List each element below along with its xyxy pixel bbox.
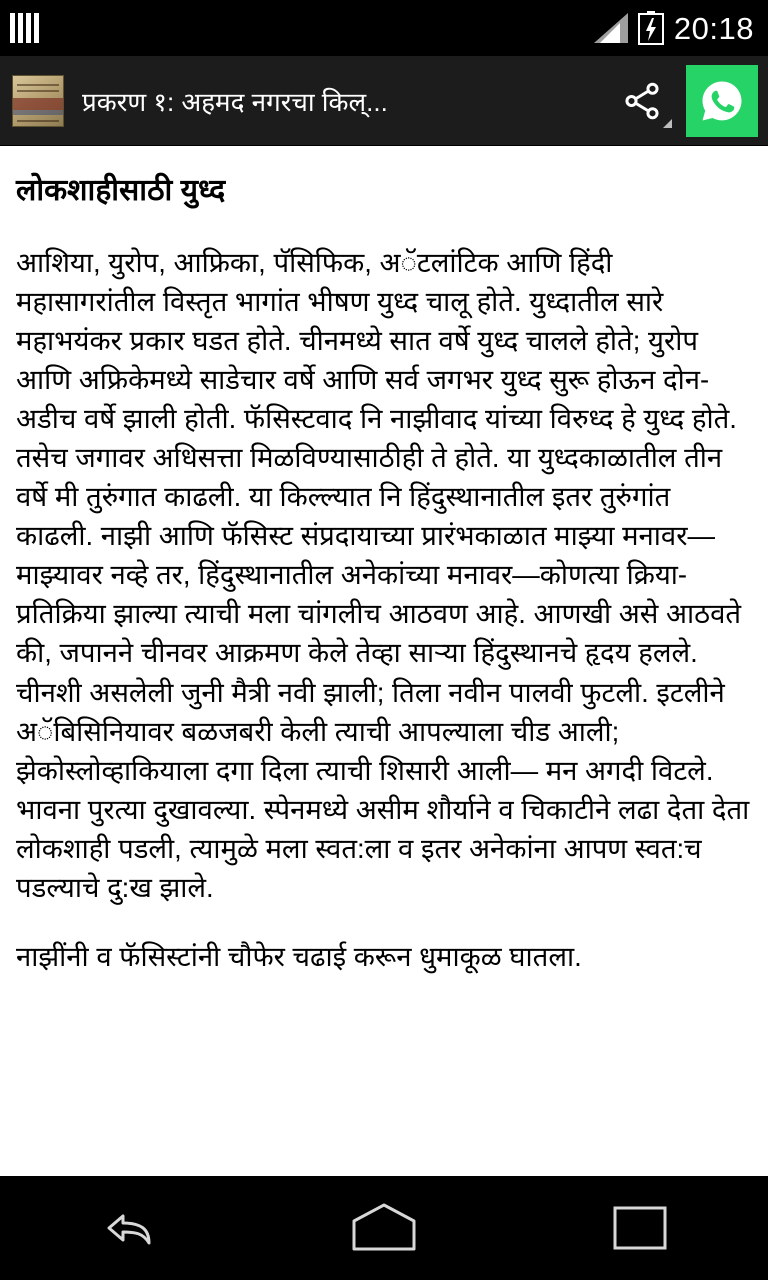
back-button[interactable] [53,1176,203,1280]
document-heading: लोकशाहीसाठी युध्द [16,174,226,207]
system-navigation-bar [0,1176,768,1280]
battery-charging-icon [638,11,664,45]
document-paragraph: नाझींनी व फॅसिस्टांनी चौफेर चढाई करून धुमाकूळ घातला. [16,940,582,972]
whatsapp-icon [698,77,746,125]
book-cover-thumbnail[interactable] [12,75,64,127]
home-button[interactable] [309,1176,459,1280]
whatsapp-button[interactable] [686,65,758,137]
app-bar [0,56,768,146]
share-button[interactable] [604,56,680,146]
page-title: प्रकरण १: अहमद नगरचा किल्... [82,86,388,117]
share-icon [621,80,663,122]
status-bar [0,0,768,56]
document-content[interactable] [0,146,768,1080]
signal-bars-icon [594,13,628,43]
document-paragraph: आशिया, युरोप, आफ्रिका, पॅसिफिक, अॅटलांटिक आणि हिंदी महासागरांतील विस्तृत भागांत भीषण युध्द चालू होते. युध्दातील सारे महाभयंकर प्रकार घडत होते. चीनमध्ये सात वर्षे युध्द चालले होते; युरोप आणि अफ्रिकेमध्ये साडेचार वर्षे आणि सर्व जगभर युध्द सुरू होऊन दोन-अडीच वर्षे झाली होती. फॅसिस्टवाद नि नाझीवाद यांच्या विरुध्द हे युध्द होते. तसेच जगावर अधिसत्ता मिळविण्यासाठीही ते होते. या युध्दकाळातील तीन वर्षे मी तुरुंगात काढली. या किल्ल्यात नि हिंदुस्थानातील इतर तुरुंगांत काढली. नाझी आणि फॅसिस्ट संप्रदायाच्या प्रारंभकाळात माझ्या मनावर—माझ्यावर नव्हे तर, हिंदुस्थानातील अनेकांच्या मनावर—कोणत्या क्रिया-प्रतिक्रिया झाल्या त्याची मला चांगलीच आठवण आहे. आणखी असे आठवते की, जपानने चीनवर आक्रमण केले तेव्हा साऱ्या हिंदुस्थानचे हृदय हलले. चीनशी असलेली जुनी मैत्री नवी झाली; तिला नवीन पालवी फुटली. इटलीने अॅबिसिनियावर बळजबरी केली त्याची आपल्याला चीड आली; झेकोस्लोव्हाकियाला दगा दिला त्याची शिसारी आली— मन अगदी विटले. भावना पुरत्या दुखावल्या. स्पेनमध्ये असीम शौर्याने व चिकाटीने लढा देता देता लोकशाही पडली, त्यामुळे मला स्वत:ला व इतर अनेकांना आपण स्वत:च पडल्याचे दु:ख झाले. [16,247,750,903]
overflow-menu-icon[interactable] [663,119,672,128]
back-icon [97,1205,159,1251]
status-bar-clock: 20:18 [673,10,754,46]
menu-bars-icon [10,13,39,43]
home-icon [348,1201,420,1255]
recents-button[interactable] [565,1176,715,1280]
status-bar-right [594,11,754,45]
recents-icon [610,1202,670,1254]
content-bottom-spacer [0,1080,768,1176]
status-bar-left [10,13,39,43]
